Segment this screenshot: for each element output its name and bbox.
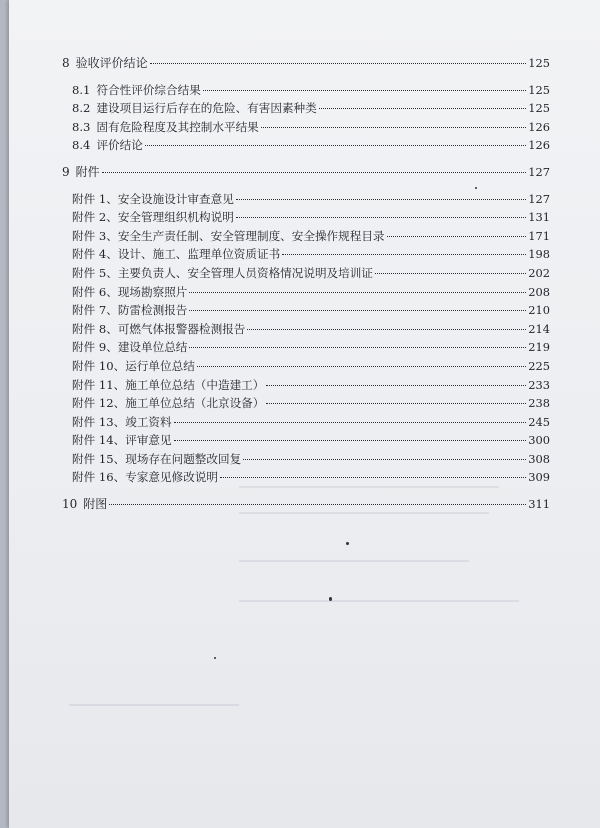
toc-entry-annex-6[interactable] (62, 283, 550, 302)
dot-leader (282, 254, 526, 255)
toc-entry-annex-9[interactable] (62, 338, 550, 357)
toc-entry-8-4[interactable] (62, 136, 550, 155)
toc-page-number: 311 (528, 497, 550, 512)
dot-leader (236, 199, 526, 200)
dot-leader (266, 385, 526, 386)
toc-subsection-title: 固有危险程度及其控制水平结果 (96, 119, 259, 134)
toc-entry-annex-16[interactable] (62, 468, 550, 487)
toc-page-number: 127 (528, 191, 550, 206)
toc-entry-annex-3[interactable] (62, 227, 550, 246)
dot-leader (319, 108, 526, 109)
bleed-through-mark (69, 704, 239, 706)
toc-entry-annex-10[interactable] (62, 357, 550, 376)
toc-page-number: 202 (528, 265, 550, 280)
toc-page-number: 225 (528, 358, 550, 373)
toc-page-number: 238 (528, 396, 550, 411)
toc-page-number: 126 (528, 119, 550, 134)
toc-page-number: 127 (528, 164, 550, 179)
toc-entry-annex-15[interactable] (62, 450, 550, 469)
toc-section-number: 9 (62, 164, 70, 179)
toc-annex-title: 附件 4、设计、施工、监理单位资质证书 (72, 247, 281, 262)
toc-annex-title: 附件 13、竣工资料 (72, 414, 172, 429)
toc-page-number: 300 (528, 433, 550, 448)
dot-leader (109, 504, 526, 505)
toc-annex-title: 附件 11、施工单位总结（中造建工） (72, 377, 265, 392)
toc-page-number: 125 (528, 56, 550, 70)
toc-annex-title: 附件 2、安全管理组织机构说明 (72, 210, 234, 225)
dot-leader (387, 236, 526, 237)
bleed-through-mark (239, 560, 469, 562)
toc-section-number: 8 (62, 56, 70, 70)
toc-page-number: 126 (528, 138, 550, 153)
table-of-contents (62, 54, 550, 514)
scan-speck (214, 657, 216, 659)
toc-entry-annex-8[interactable] (62, 320, 550, 339)
toc-annex-title: 附件 15、现场存在问题整改回复 (72, 451, 242, 466)
toc-entry-annex-1[interactable] (62, 190, 550, 209)
toc-entry-annex-14[interactable] (62, 431, 550, 450)
toc-entry-annex-4[interactable] (62, 245, 550, 264)
toc-annex-title: 附件 5、主要负责人、安全管理人员资格情况说明及培训证 (72, 265, 373, 280)
dot-leader (243, 459, 526, 460)
toc-annex-title: 附件 14、评审意见 (72, 433, 172, 448)
toc-annex-title: 附件 6、现场勘察照片 (72, 284, 188, 299)
toc-page-number: 245 (528, 414, 550, 429)
toc-subsection-title: 评价结论 (96, 138, 143, 153)
toc-section-title: 附件 (75, 164, 100, 179)
toc-entry-annex-12[interactable] (62, 394, 550, 413)
dot-leader (236, 217, 526, 218)
toc-annex-title: 附件 1、安全设施设计审查意见 (72, 191, 234, 206)
dot-leader (150, 63, 526, 64)
dot-leader (261, 127, 526, 128)
toc-page-number: 210 (528, 303, 550, 318)
toc-page-number: 198 (528, 247, 550, 262)
dot-leader (247, 329, 526, 330)
toc-entry-annex-11[interactable] (62, 376, 550, 395)
toc-subsection-number: 8.3 (72, 119, 91, 134)
toc-section-number: 10 (62, 497, 78, 512)
toc-page-number: 125 (528, 82, 550, 97)
toc-annex-title: 附件 9、建设单位总结 (72, 340, 188, 355)
toc-page-number: 125 (528, 101, 550, 116)
toc-entry-annex-7[interactable] (62, 301, 550, 320)
dot-leader (375, 273, 526, 274)
toc-page-number: 214 (528, 321, 550, 336)
toc-subsection-title: 建设项目运行后存在的危险、有害因素种类 (96, 101, 317, 116)
toc-entry-8-2[interactable] (62, 99, 550, 118)
scan-speck (346, 542, 349, 545)
toc-annex-title: 附件 7、防雷检测报告 (72, 303, 188, 318)
toc-page-number: 208 (528, 284, 550, 299)
toc-annex-title: 附件 10、运行单位总结 (72, 358, 195, 373)
toc-annex-title: 附件 8、可燃气体报警器检测报告 (72, 321, 246, 336)
toc-page-number: 131 (528, 210, 550, 225)
dot-leader (197, 366, 526, 367)
toc-entry-section-9[interactable] (62, 163, 550, 182)
dot-leader (189, 310, 526, 311)
toc-entry-annex-13[interactable] (62, 413, 550, 432)
toc-entry-section-8[interactable] (62, 54, 550, 73)
toc-entry-annex-2[interactable] (62, 208, 550, 227)
toc-page-number: 219 (528, 340, 550, 355)
toc-subsection-number: 8.1 (72, 82, 91, 97)
toc-section-title: 验收评价结论 (75, 56, 148, 70)
dot-leader (174, 422, 526, 423)
scan-speck (329, 597, 332, 601)
dot-leader (189, 292, 526, 293)
toc-entry-section-10[interactable] (62, 495, 550, 514)
toc-page-number: 309 (528, 470, 550, 485)
toc-page-number: 308 (528, 451, 550, 466)
dot-leader (102, 172, 526, 173)
toc-subsection-title: 符合性评价综合结果 (96, 82, 201, 97)
toc-annex-title: 附件 3、安全生产责任制、安全管理制度、安全操作规程目录 (72, 228, 385, 243)
toc-entry-8-3[interactable] (62, 118, 550, 137)
dot-leader (174, 440, 526, 441)
toc-subsection-number: 8.4 (72, 138, 91, 153)
document-page (9, 0, 600, 828)
toc-subsection-number: 8.2 (72, 101, 91, 116)
dot-leader (189, 347, 526, 348)
toc-page-number: 233 (528, 377, 550, 392)
dot-leader (220, 477, 526, 478)
toc-annex-title: 附件 12、施工单位总结（北京设备） (72, 396, 265, 411)
toc-page-number: 171 (528, 228, 550, 243)
dot-leader (266, 403, 526, 404)
toc-entry-annex-5[interactable] (62, 264, 550, 283)
bleed-through-mark (239, 600, 519, 602)
toc-entry-8-1[interactable] (62, 81, 550, 100)
toc-section-title: 附图 (83, 497, 108, 512)
dot-leader (145, 145, 526, 146)
dot-leader (203, 90, 526, 91)
toc-annex-title: 附件 16、专家意见修改说明 (72, 470, 218, 485)
